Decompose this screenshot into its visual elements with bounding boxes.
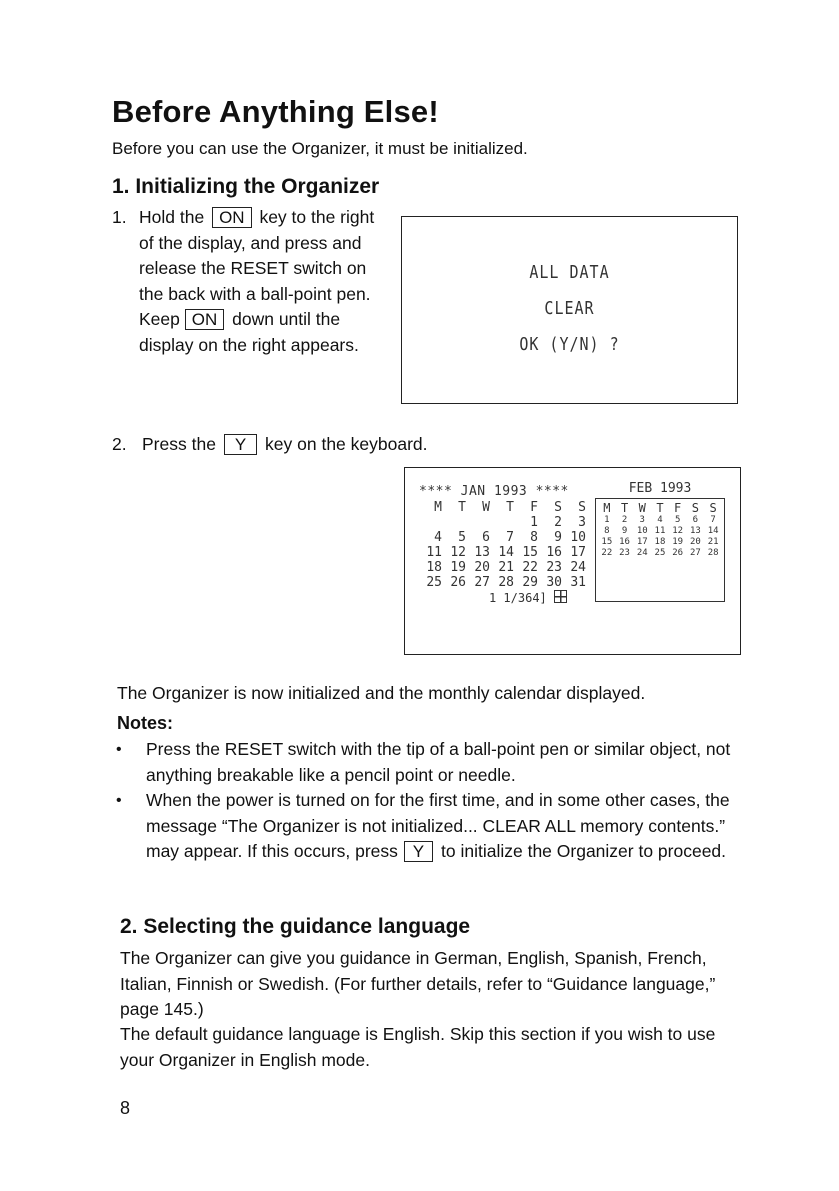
note-text-start: When the power is turned on for the first time, and in some other cases, the message “The Organizer is not initialized... CLEAR ALL memory contents.” may appear. If this occurs, press <box>146 790 730 861</box>
day-cell: 18 <box>654 537 666 547</box>
calendar-status <box>419 590 587 606</box>
day-cell: 9 <box>554 530 562 545</box>
day-cell: 20 <box>474 560 490 575</box>
day-cell: 3 <box>578 515 586 530</box>
day-cell: 30 <box>546 575 562 590</box>
section-heading-initializing: 1. Initializing the Organizer <box>112 175 380 198</box>
january-calendar <box>419 484 587 606</box>
calendar-header: **** JAN 1993 **** <box>419 484 569 499</box>
day-cell: 17 <box>570 545 586 560</box>
next-month-grid <box>598 501 722 559</box>
day-cell: 12 <box>450 545 466 560</box>
weekday-label: F <box>674 501 682 515</box>
day-cell: 29 <box>522 575 538 590</box>
day-cell: 23 <box>619 548 630 558</box>
lcd-display-calendar <box>404 467 741 655</box>
day-cell: 14 <box>707 526 719 536</box>
lcd-line: ALL DATA <box>529 261 610 283</box>
day-cell: 5 <box>458 530 466 545</box>
day-cell: 2 <box>554 515 562 530</box>
weekday-row <box>419 500 587 515</box>
day-cell: 19 <box>450 560 466 575</box>
day-cell: 1 <box>604 515 610 525</box>
day-cell: 24 <box>636 548 648 558</box>
week-row <box>419 515 587 530</box>
day-cell: 5 <box>674 515 681 525</box>
day-cell: 26 <box>672 548 684 558</box>
intro-text: Before you can use the Organizer, it must be initialized. <box>112 139 528 158</box>
day-cell: 22 <box>601 548 613 558</box>
week-row <box>598 515 722 526</box>
day-cell: 11 <box>654 526 666 536</box>
page-title: Before Anything Else! <box>112 94 439 129</box>
y-key: Y <box>224 434 257 455</box>
notes-list <box>113 737 738 865</box>
language-paragraph: The Organizer can give you guidance in German, English, Spanish, French, Italian, Finnish or Swedish. (For further details, refer to “Guidance language,” page 145.) <box>120 948 716 1019</box>
day-cell: 21 <box>707 537 719 547</box>
day-cell: 31 <box>570 575 586 590</box>
week-row <box>419 530 587 545</box>
week-row <box>419 545 587 560</box>
day-cell: 15 <box>601 537 613 547</box>
day-cell: 17 <box>636 537 648 547</box>
weekday-label: S <box>691 501 699 515</box>
note-text-end: to initialize the Organizer to proceed. <box>441 841 727 861</box>
weekday-label: T <box>620 501 629 515</box>
on-key: ON <box>212 207 252 228</box>
day-cell: 4 <box>657 515 663 525</box>
weekday-label: S <box>554 500 562 515</box>
day-cell: 4 <box>434 530 442 545</box>
step-number: 2. <box>112 434 127 454</box>
day-cell: 8 <box>530 530 538 545</box>
on-key: ON <box>185 309 225 330</box>
step2-text-start: Press the <box>142 434 216 454</box>
day-cell: 27 <box>689 548 701 558</box>
day-cell: 16 <box>546 545 562 560</box>
day-cell <box>419 515 443 530</box>
day-cell: 7 <box>710 515 716 525</box>
next-month-box <box>595 498 725 602</box>
calendar-mode-icon <box>554 590 567 603</box>
note-text: Press the RESET switch with the tip of a ball-point pen or similar object, not anything breakable like a pencil point or needle. <box>146 739 731 785</box>
day-cell: 26 <box>450 575 466 590</box>
note-item <box>113 788 738 865</box>
calendar-grid <box>419 500 587 590</box>
day-cell: 15 <box>522 545 538 560</box>
day-cell: 3 <box>639 515 645 525</box>
week-row <box>598 526 722 537</box>
lcd-display-clear-prompt <box>401 216 738 404</box>
day-cell: 6 <box>482 530 490 545</box>
day-cell: 13 <box>474 545 490 560</box>
day-cell: 13 <box>689 526 701 536</box>
weekday-label: S <box>709 501 717 515</box>
day-cell: 25 <box>426 575 442 590</box>
day-cell: 16 <box>619 537 630 547</box>
day-cell <box>467 515 491 530</box>
day-cell: 23 <box>546 560 562 575</box>
next-month-title: FEB 1993 <box>628 481 692 496</box>
day-cell: 28 <box>707 548 719 558</box>
day-cell <box>443 515 467 530</box>
lcd-line: CLEAR <box>544 297 595 319</box>
day-cell: 6 <box>692 515 699 525</box>
day-cell: 10 <box>636 526 648 536</box>
step1-text-start: Hold the <box>139 207 205 227</box>
weekday-label: S <box>578 500 586 515</box>
day-cell: 2 <box>621 515 628 525</box>
week-row <box>419 560 587 575</box>
day-cell: 21 <box>498 560 514 575</box>
day-cell <box>491 515 515 530</box>
day-cell: 27 <box>474 575 490 590</box>
day-cell: 11 <box>426 545 442 560</box>
day-cell: 20 <box>689 537 701 547</box>
step1-text <box>139 205 389 358</box>
step1-text-middle: key to the right of the display, and press and release the RESET switch on the back with a ball-point pen. Keep <box>139 207 375 329</box>
day-cell: 25 <box>654 548 666 558</box>
weekday-label: T <box>506 500 514 515</box>
day-cell: 22 <box>522 560 538 575</box>
calendar-weeks <box>419 515 587 590</box>
day-cell: 1 <box>530 515 538 530</box>
day-cell: 28 <box>498 575 514 590</box>
weekday-label: W <box>482 500 490 515</box>
weekday-label: M <box>434 500 442 515</box>
step1-text-end: down until the display on the right appears. <box>139 309 359 355</box>
step2-text <box>142 432 642 458</box>
weekday-label: W <box>638 501 646 515</box>
week-row <box>598 548 722 559</box>
day-cell: 12 <box>672 526 684 536</box>
date-counter: 1 1/364] <box>488 591 547 605</box>
day-cell: 10 <box>570 530 586 545</box>
week-row <box>419 575 587 590</box>
day-cell: 9 <box>621 526 628 536</box>
day-cell: 24 <box>570 560 586 575</box>
notes-title: Notes: <box>117 713 174 733</box>
day-cell: 8 <box>604 526 610 536</box>
weekday-label: T <box>458 500 466 515</box>
day-cell: 7 <box>506 530 514 545</box>
weekday-label: T <box>656 501 664 515</box>
result-text: The Organizer is now initialized and the monthly calendar displayed. <box>117 683 646 703</box>
week-row <box>598 537 722 548</box>
weekday-label: F <box>530 500 538 515</box>
note-item <box>113 737 738 788</box>
calendar-weeks <box>598 515 722 559</box>
step2-text-end: key on the keyboard. <box>265 434 428 454</box>
day-cell: 18 <box>426 560 442 575</box>
section-heading-language: 2. Selecting the guidance language <box>120 915 471 938</box>
february-calendar <box>595 482 725 602</box>
default-language-paragraph: The default guidance language is English. Skip this section if you wish to use your Organizer in English mode. <box>120 1024 716 1070</box>
lcd-line: OK (Y/N) ? <box>519 333 620 355</box>
weekday-label: M <box>603 501 611 515</box>
page-number: 8 <box>120 1098 131 1118</box>
y-key: Y <box>404 841 433 862</box>
step-number: 1. <box>112 207 127 227</box>
day-cell: 19 <box>672 537 684 547</box>
day-cell: 14 <box>498 545 514 560</box>
weekday-row <box>598 501 722 515</box>
